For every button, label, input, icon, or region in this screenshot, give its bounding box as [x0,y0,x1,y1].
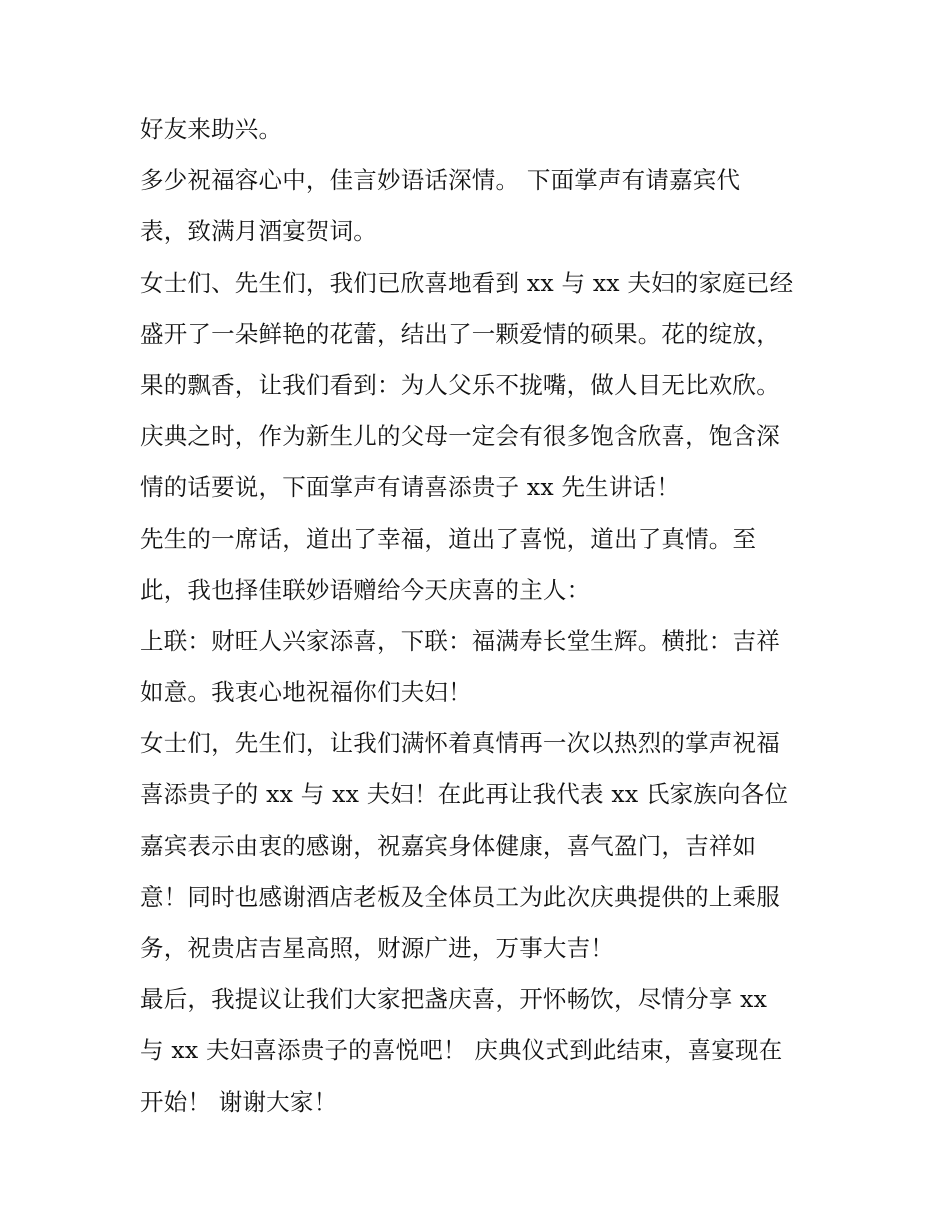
text-line: 开始！ 谢谢大家！ [140,1087,338,1116]
text-line: 女士们，先生们，让我们满怀着真情再一次以热烈的掌声祝福 [140,729,780,758]
text-line: 意！同时也感谢酒店老板及全体员工为此次庆典提供的上乘服 [140,882,780,911]
text-line: 先生的一席话，道出了幸福，道出了喜悦，道出了真情。至 [140,524,757,553]
text-line: 喜添贵子的 xx 与 xx 夫妇！在此再让我代表 xx 氏家族向各位 [140,780,789,809]
text-line: 如意。我衷心地祝福你们夫妇！ [140,678,472,707]
text-line: 女士们、先生们，我们已欣喜地看到 xx 与 xx 夫妇的家庭已经 [140,268,794,297]
text-line: 盛开了一朵鲜艳的花蕾，结出了一颗爱情的硕果。花的绽放， [140,319,780,348]
text-line: 表，致满月酒宴贺词。 [140,217,377,246]
speech-text-body [140,108,830,1132]
text-line: 此，我也择佳联妙语赠给今天庆喜的主人： [140,575,591,604]
text-line: 与 xx 夫妇喜添贵子的喜悦吧！ 庆典仪式到此结束，喜宴现在 [140,1036,783,1065]
text-line: 果的飘香，让我们看到：为人父乐不拢嘴，做人目无比欢欣。 [140,370,780,399]
text-line: 多少祝福容心中，佳言妙语话深情。 下面掌声有请嘉宾代 [140,166,741,195]
text-line: 嘉宾表示由衷的感谢，祝嘉宾身体健康，喜气盈门，吉祥如 [140,831,757,860]
text-line: 上联：财旺人兴家添喜，下联：福满寿长堂生辉。横批：吉祥 [140,626,780,655]
text-line: 最后，我提议让我们大家把盏庆喜，开怀畅饮，尽情分享 xx [140,985,768,1014]
text-line: 务，祝贵店吉星高照，财源广进，万事大吉！ [140,934,614,962]
text-line: 情的话要说，下面掌声有请喜添贵子 xx 先生讲话！ [140,473,680,502]
text-line: 好友来助兴。 [140,115,283,143]
text-line: 庆典之时，作为新生儿的父母一定会有很多饱含欣喜，饱含深 [140,422,780,451]
